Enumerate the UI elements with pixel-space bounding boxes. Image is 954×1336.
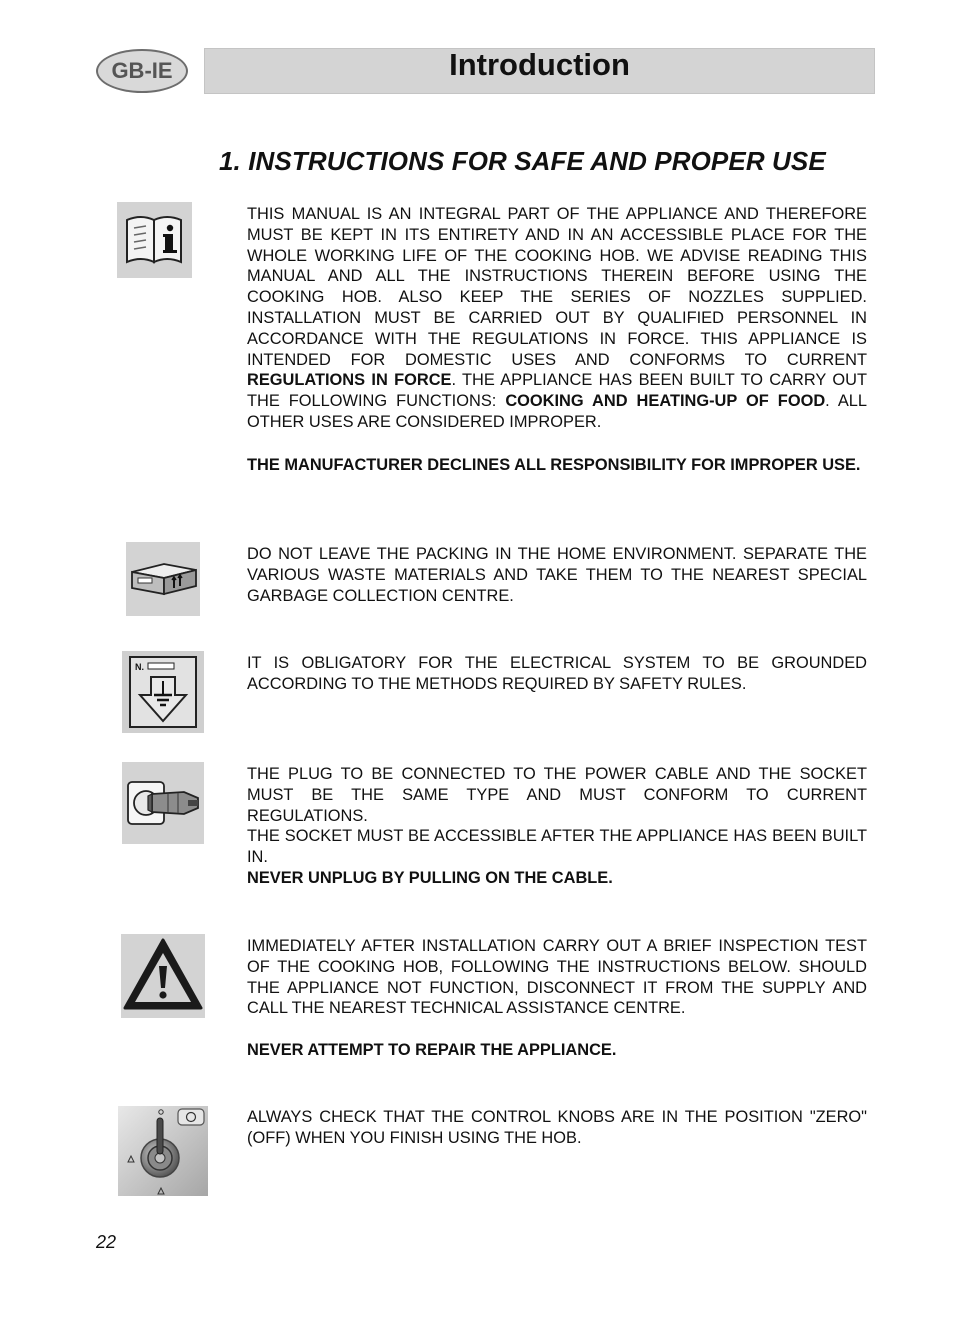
warning-repair (247, 1040, 867, 1061)
page-title: Introduction (449, 47, 630, 82)
ground-symbol-icon (122, 651, 204, 733)
manual-info-icon (117, 202, 192, 278)
warning-paragraph: IMMEDIATELY AFTER INSTALLATION CARRY OUT A BRIEF INSPECTION TEST OF THE COOKING HOB, FOLLOWING THE INSTRUCTIONS BELOW. SHOULD THE APPLIANCE NOT FUNCTION, DISCONNECT IT FROM THE SUPPLY AND CALL THE NEAREST TECHNICAL ASSISTANCE CENTRE. (247, 937, 867, 1018)
plug-paragraph-3 (247, 868, 867, 889)
packing-paragraph: DO NOT LEAVE THE PACKING IN THE HOME ENVIRONMENT. SEPARATE THE VARIOUS WASTE MATERIALS AND TAKE THEM TO THE NEAREST SPECIAL GARBAGE COLLECTION CENTRE. (247, 545, 867, 605)
control-knob-icon (118, 1106, 208, 1196)
header-bar (204, 48, 875, 94)
grounding-paragraph: IT IS OBLIGATORY FOR THE ELECTRICAL SYSTEM TO BE GROUNDED ACCORDING TO THE METHODS REQUIRED BY SAFETY RULES. (247, 654, 867, 693)
manual-disclaimer (247, 455, 867, 476)
warning-repair-text: NEVER ATTEMPT TO REPAIR THE APPLIANCE. (247, 1041, 617, 1059)
manual-text-2: . THE APPLIANCE HAS BEEN BUILT TO CARRY OUT THE FOLLOWING FUNCTIONS: (247, 371, 867, 411)
manual-text-3: . ALL OTHER USES ARE CONSIDERED IMPROPER. (247, 392, 867, 431)
plug-paragraph-2: THE SOCKET MUST BE ACCESSIBLE AFTER THE APPLIANCE HAS BEEN BUILT IN. (247, 827, 867, 866)
page-number: 22 (96, 1232, 117, 1252)
manual-text-1: THIS MANUAL IS AN INTEGRAL PART OF THE APPLIANCE AND THEREFORE MUST BE KEPT IN ITS ENTIRETY AND IN AN ACCESSIBLE PLACE FOR THE WHOLE WORKING LIFE OF THE COOKING HOB. WE ADVISE READING THIS MANUAL AND ALL THE INSTRUCTIONS THEREIN BEFORE USING THE COOKING HOB. ALSO KEEP THE SERIES OF NOZZLES SUPPLIED. INSTALLATION MUST BE CARRIED OUT BY QUALIFIED PERSONNEL IN ACCORDANCE WITH THE REGULATIONS IN FORCE. THIS APPLIANCE IS INTENDED FOR DOMESTIC USES AND CONFORMS TO CURRENT (247, 205, 867, 369)
language-badge: GB-IE (96, 49, 188, 93)
plug-paragraph-1: THE PLUG TO BE CONNECTED TO THE POWER CABLE AND THE SOCKET MUST BE THE SAME TYPE AND MUST CONFORM TO CURRENT REGULATIONS. (247, 765, 867, 825)
manual-paragraph (247, 204, 867, 433)
manual-disclaimer-text: THE MANUFACTURER DECLINES ALL RESPONSIBILITY FOR IMPROPER USE. (247, 456, 861, 474)
knobs-paragraph: ALWAYS CHECK THAT THE CONTROL KNOBS ARE IN THE POSITION "ZERO" (OFF) WHEN YOU FINISH USING THE HOB. (247, 1108, 867, 1147)
plug-warning-text: NEVER UNPLUG BY PULLING ON THE CABLE. (247, 869, 613, 887)
section-title: 1. INSTRUCTIONS FOR SAFE AND PROPER USE (219, 146, 826, 176)
plug-socket-icon (122, 762, 204, 844)
packing-box-icon (126, 542, 200, 616)
manual-text-bold-regulations: REGULATIONS IN FORCE (247, 371, 452, 390)
ground-icon-label: N. (135, 662, 144, 672)
manual-text-bold-functions: COOKING AND HEATING-UP OF FOOD (505, 392, 826, 411)
warning-triangle-icon (121, 934, 205, 1018)
